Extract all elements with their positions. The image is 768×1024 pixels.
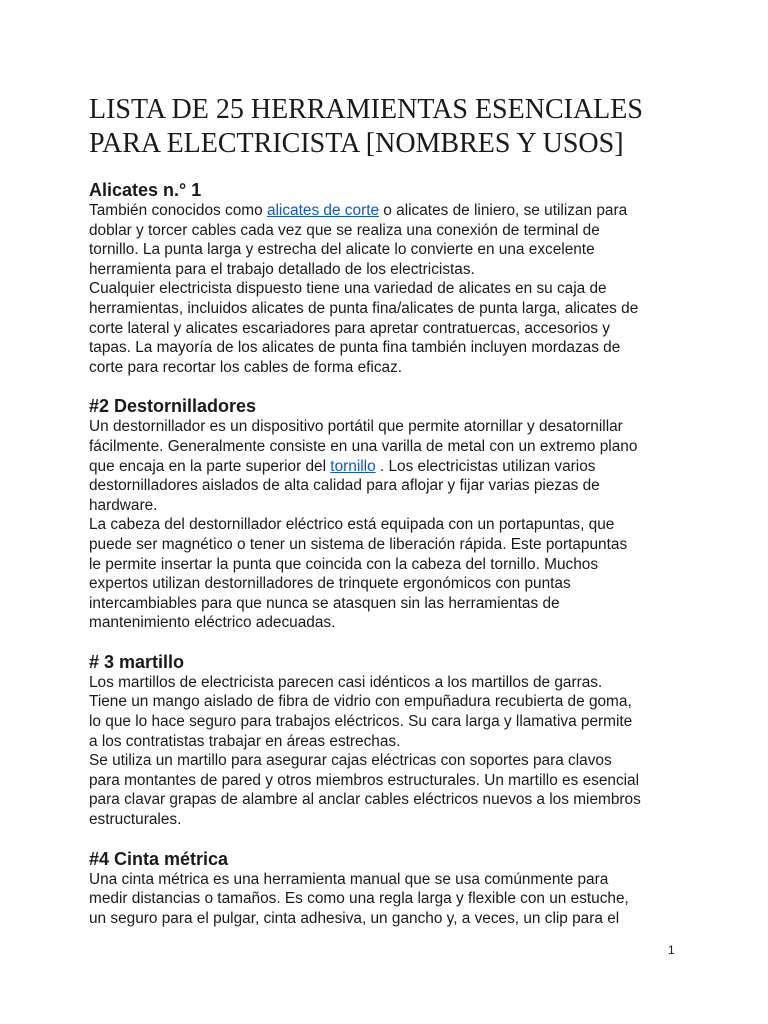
alicates-de-corte-link[interactable]: alicates de corte [266, 202, 380, 219]
title-line-2: PARA ELECTRICISTA [NOMBRES Y USOS] [89, 128, 624, 159]
text-line: a los contratistas trabajar en áreas estrechas. [89, 732, 401, 750]
text-line: Una cinta métrica es una herramienta manual que se usa comúnmente para [89, 870, 609, 888]
text-line: expertos utilizan destornilladores de trinquete ergonómicos con puntas [89, 575, 571, 593]
section-heading: #4 Cinta métrica [89, 848, 229, 869]
page-number: 1 [668, 943, 675, 957]
text-line: puede ser magnético o tener un sistema de liberación rápida. Este portapuntas [89, 535, 628, 553]
text-line: corte para recortar los cables de forma eficaz. [89, 358, 403, 376]
text-line: corte lateral y alicates escariadores para apretar contratuercas, accesorios y [89, 319, 610, 337]
paragraph [89, 279, 689, 377]
text-line: Cualquier electricista dispuesto tiene una variedad de alicates en su caja de [89, 280, 607, 298]
text-line: medir distancias o tamaños. Es como una regla larga y flexible con un estuche, [89, 890, 629, 908]
text-line: mantenimiento eléctrico adecuadas. [89, 614, 336, 632]
text-line: estructurales. [89, 811, 182, 829]
section-cinta-metrica [89, 849, 689, 929]
title-line-1: LISTA DE 25 HERRAMIENTAS ESENCIALES [89, 94, 643, 125]
text-line: Tiene un mango aislado de fibra de vidrio con empuñadura recubierta de goma, [89, 693, 632, 711]
text-line: Se utiliza un martillo para asegurar cajas eléctricas con soportes para clavos [89, 752, 612, 770]
document-body [89, 180, 689, 928]
paragraph [89, 673, 689, 751]
section-destornilladores [89, 396, 689, 633]
text-line: hardware. [89, 496, 158, 514]
text-line: Un destornillador es un dispositivo portátil que permite atornillar y desatornillar [89, 418, 623, 436]
text-line: También conocidos como [89, 202, 267, 219]
text-line: herramientas, incluidos alicates de punta fina/alicates de punta larga, alicates de [89, 299, 639, 317]
section-alicates [89, 180, 689, 377]
text-line: Los martillos de electricista parecen casi idénticos a los martillos de garras. [89, 673, 603, 691]
text-line: para clavar grapas de alambre al anclar cables eléctricos nuevos a los miembros [89, 791, 641, 809]
paragraph [89, 417, 689, 515]
text-line: . Los electricistas utilizan varios [375, 457, 596, 475]
paragraph [89, 515, 689, 633]
document-title [89, 93, 689, 161]
section-heading: Alicates n.° 1 [89, 180, 202, 200]
section-heading: #2 Destornilladores [89, 396, 257, 417]
text-line: para montantes de pared y otros miembros estructurales. Un martillo es esencial [89, 771, 640, 789]
paragraph [89, 870, 689, 929]
text-line: tornillo. La punta larga y estrecha del alicate lo convierte en una excelente [89, 241, 595, 259]
text-line: que encaja en la parte superior del [89, 457, 331, 475]
section-martillo [89, 652, 689, 830]
text-line: La cabeza del destornillador eléctrico está equipada con un portapuntas, que [89, 516, 615, 534]
tornillo-link[interactable]: tornillo [330, 457, 376, 475]
paragraph [89, 201, 689, 279]
paragraph [89, 751, 689, 829]
text-line: herramienta para el trabajo detallado de los electricistas. [89, 260, 475, 278]
text-line: le permite insertar la punta que coincida con la cabeza del tornillo. Muchos [89, 555, 599, 573]
section-heading: # 3 martillo [89, 651, 185, 672]
text-line: o alicates de liniero, se utilizan para [379, 202, 628, 219]
text-line: lo que lo hace seguro para trabajos eléctricos. Su cara larga y llamativa permite [89, 713, 633, 731]
text-line: fácilmente. Generalmente consiste en una varilla de metal con un extremo plano [89, 437, 638, 455]
text-line: destornilladores aislados de alta calidad para aflojar y fijar varias piezas de [89, 477, 600, 495]
text-line: doblar y torcer cables cada vez que se realiza una conexión de terminal de [89, 221, 600, 239]
text-line: intercambiables para que nunca se atasquen sin las herramientas de [89, 594, 560, 612]
text-line: un seguro para el pulgar, cinta adhesiva, un gancho y, a veces, un clip para el [89, 909, 620, 927]
text-line: tapas. La mayoría de los alicates de punta fina también incluyen mordazas de [89, 339, 621, 357]
